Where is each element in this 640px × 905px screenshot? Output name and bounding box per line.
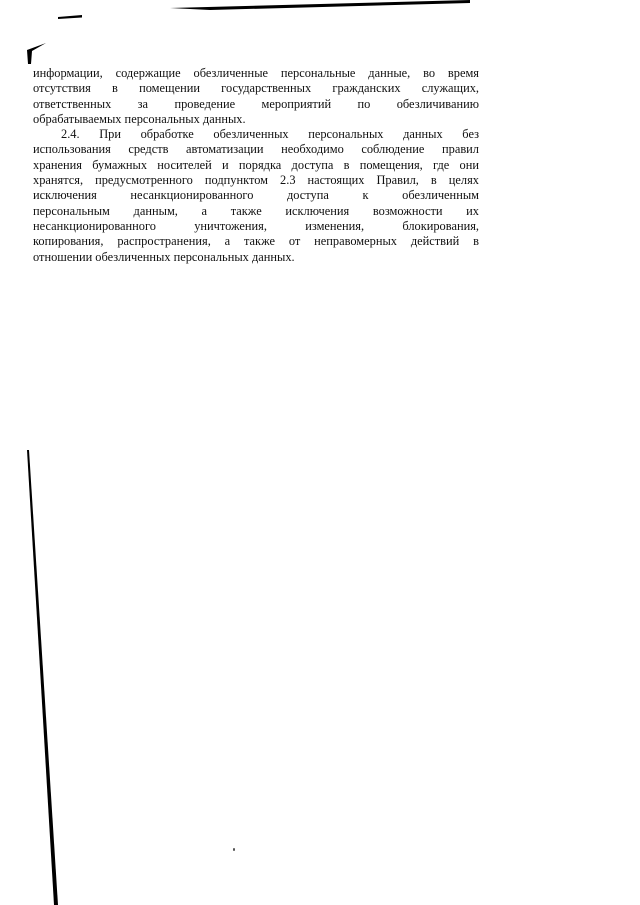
text-line: информации, содержащие обезличенные персональные данные, во время	[33, 66, 479, 80]
text-line: отношении обезличенных персональных данных.	[33, 249, 295, 264]
text-line: хранения бумажных носителей и порядка доступа в помещения, где они	[33, 157, 479, 172]
text-line: 2.4. При обработке обезличенных персональных данных без	[61, 127, 479, 142]
scan-artifact-top-bar	[170, 0, 470, 12]
scan-artifact-dot	[233, 848, 235, 851]
paragraph-continued	[33, 66, 479, 127]
text-line: отсутствия в помещении государственных гражданских служащих,	[33, 81, 479, 96]
text-line: хранятся, предусмотренного подпунктом 2.3 настоящих Правил, в целях	[33, 173, 479, 188]
scan-artifact-dash	[58, 15, 82, 19]
scan-artifact-left-edge-line	[20, 450, 64, 905]
text-line: обрабатываемых персональных данных.	[33, 111, 246, 126]
text-line: ответственных за проведение мероприятий по обезличиванию	[33, 96, 479, 111]
text-line: персональным данным, а также исключения возможности их	[33, 203, 479, 218]
paragraph-2-4	[33, 127, 479, 265]
text-line: использования средств автоматизации необходимо соблюдение правил	[33, 142, 479, 157]
text-line: несанкционированного уничтожения, изменения, блокирования,	[33, 218, 479, 233]
scan-artifact-corner	[26, 42, 50, 66]
text-line: исключения несанкционированного доступа к обезличенным	[33, 188, 479, 203]
document-text	[33, 66, 479, 265]
text-line: копирования, распространения, а также от неправомерных действий в	[33, 234, 479, 249]
